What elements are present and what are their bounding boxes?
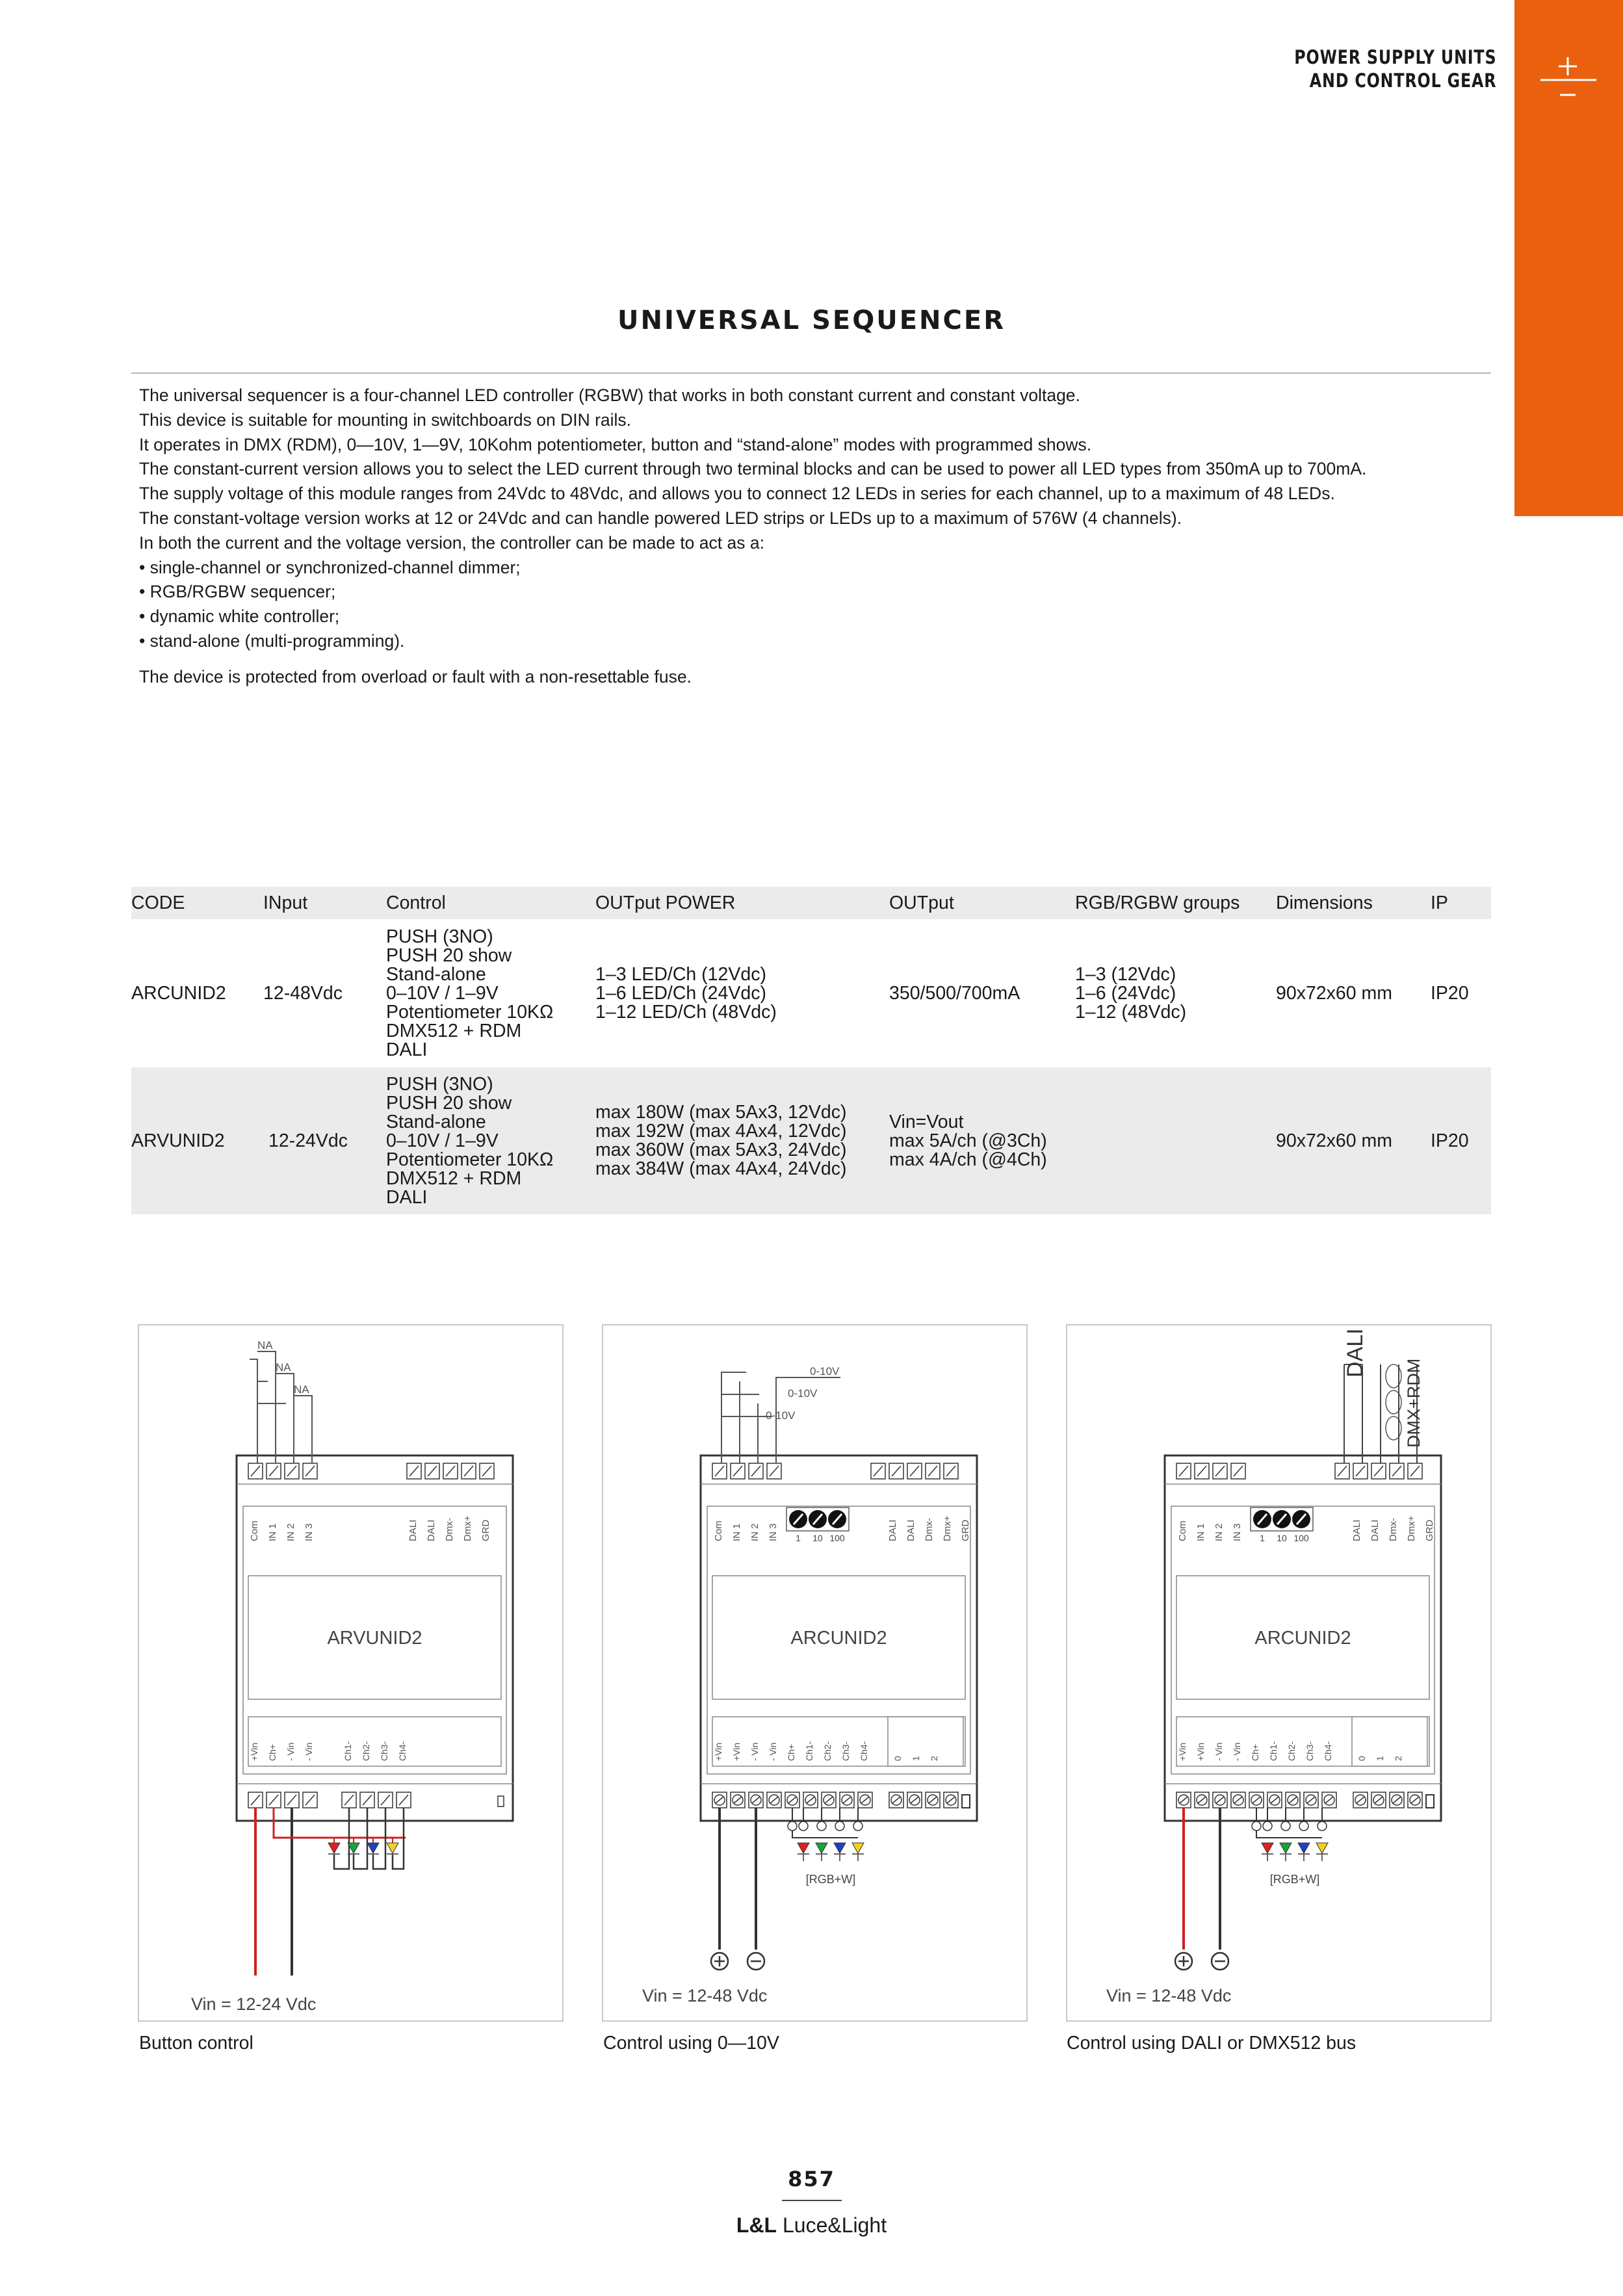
intro-bullet: • single-channel or synchronized-channel dimmer; [139,557,521,577]
terminal-label: IN 2 [749,1523,760,1541]
dali-bus-wire [1344,1364,1362,1463]
led-icon [1262,1843,1273,1853]
minus-terminal-icon [835,1821,844,1831]
column-header: OUTput [889,887,1075,919]
terminal-label: Ch+ [267,1743,278,1761]
terminal-label: Com [1177,1520,1188,1541]
cell-input: 12-48Vdc [263,982,343,1004]
terminal-label: - Vin [285,1742,296,1761]
cell-output-power: max 180W (max 5Ax3, 12Vdc) max 192W (max 4Ax4, 12Vdc) max 360W (max 5Ax3, 24Vdc) max 384W (max 4Ax4, 24Vdc) [595,1067,889,1214]
plus-terminal-icon [1252,1821,1261,1831]
led-icon [387,1843,398,1853]
terminal-label: Com [249,1520,260,1541]
minus-terminal-icon [799,1821,808,1831]
terminal-label: Ch2- [1286,1741,1297,1761]
column-header: IP [1431,887,1491,919]
terminal-label: DALI [887,1519,898,1541]
analog-input-label: 0-10V [788,1387,818,1400]
terminal-label: Ch4- [1323,1741,1333,1761]
terminal-label: - Vin [768,1742,778,1761]
section-title-line: AND CONTROL GEAR [1309,70,1496,92]
terminal-label: IN 2 [285,1523,296,1541]
terminal-label: 2 [929,1756,939,1761]
cell-dimensions: 90x72x60 mm [1276,1067,1431,1214]
terminal-label: IN 1 [267,1523,278,1541]
wiring-diagram-svg [1067,1325,1490,2020]
column-header: CODE [131,887,263,919]
brand-short: L&L [736,2213,777,2237]
led-icon [367,1843,379,1853]
led-icon [1280,1843,1292,1853]
button-na-label: NA [294,1383,309,1396]
table-header-row [131,887,1491,919]
cell-code: ARCUNID2 [131,982,226,1004]
intro-line: This device is suitable for mounting in switchboards on DIN rails. [139,410,632,430]
cell-input: 12-24Vdc [263,1067,386,1214]
wiring-diagram-dali-dmx [1066,1324,1492,2022]
led-icon [852,1843,864,1853]
plus-minus-icon [1540,51,1596,109]
terminal-label: Ch2- [822,1741,833,1761]
terminal-label: - Vin [1232,1742,1242,1761]
terminal-label: Ch3- [379,1741,389,1761]
intro-bullet: • dynamic white controller; [139,607,340,627]
supply-voltage-label: Vin = 12-48 Vdc [642,1986,768,2005]
terminal-label: Dmx- [924,1518,935,1541]
brand [0,2213,1623,2237]
terminal-label: DALI [426,1519,437,1541]
minus-terminal-icon [1318,1821,1327,1831]
terminal-label: Com [713,1520,724,1541]
led-group-label: [RGB+W] [1269,1873,1320,1886]
intro-line: The supply voltage of this module ranges from 24Vdc to 48Vdc, and allows you to connect 12 LEDs in series for each channel, up to a maximum of 48 LEDs. [139,484,1335,504]
dial-label: 1 [796,1533,801,1543]
cell-output: 350/500/700mA [889,982,1020,1004]
terminal-label: 1 [911,1756,921,1761]
terminal-label: Dmx+ [1406,1515,1417,1541]
terminal-label: +Vin [249,1742,259,1761]
table-row [131,919,1491,1067]
column-header: RGB/RGBW groups [1075,887,1276,919]
terminal-label: IN 2 [1214,1523,1225,1541]
terminal-label: IN 1 [731,1523,742,1541]
terminal-label: DALI [408,1519,419,1541]
terminal-label: 1 [1375,1756,1385,1761]
terminal-label: +Vin [1177,1742,1188,1761]
terminal-label: +Vin [1195,1742,1206,1761]
intro-line: The universal sequencer is a four-channel LED controller (RGBW) that works in both constant current and constant voltage. [139,385,1080,405]
cell-code: ARVUNID2 [131,1067,263,1214]
wiring-diagram-svg [603,1325,1026,2020]
led-icon [816,1843,827,1853]
led-icon [1316,1843,1328,1853]
button-contact-wire [294,1396,312,1463]
dial-label: 100 [1293,1533,1309,1543]
terminal-label: GRD [480,1519,491,1541]
terminal-label: Ch4- [397,1741,408,1761]
device-model-label: ARCUNID2 [790,1628,887,1649]
terminal-label: 2 [1393,1756,1403,1761]
terminal-label: DALI [1351,1519,1362,1541]
terminal-label: Dmx+ [462,1515,473,1541]
led-group-label: [RGB+W] [805,1873,856,1886]
terminal-label: IN 3 [304,1523,315,1541]
column-header: INput [263,887,386,919]
intro-line: The constant-voltage version works at 12 or 24Vdc and can handle powered LED strips or LEDs up to a maximum of 576W (4 channels). [139,508,1182,528]
minus-terminal-icon [1263,1821,1272,1831]
button-na-label: NA [257,1339,273,1351]
terminal-label: Ch4- [859,1741,869,1761]
wiring-diagram-0-10v [602,1324,1028,2022]
dial-label: 1 [1260,1533,1265,1543]
terminal-label: IN 3 [768,1523,779,1541]
minus-terminal-icon [817,1821,826,1831]
dial-label: 10 [812,1533,823,1543]
led-icon [798,1843,809,1853]
button-contact-wire [276,1374,294,1463]
intro-line: It operates in DMX (RDM), 0—10V, 1—9V, 10Kohm potentiometer, button and “stand-alone” modes with programmed shows. [139,434,1092,454]
page-title: UNIVERSAL SEQUENCER [617,306,1006,335]
table-row [131,1067,1491,1214]
cell-control: PUSH (3NO) PUSH 20 show Stand-alone 0–10V / 1–9V Potentiometer 10KΩ DMX512 + RDM DALI [386,926,554,1060]
diagram-caption: Button control [139,2033,253,2054]
terminal-label: IN 1 [1195,1523,1206,1541]
fuse-note: The device is protected from overload or fault with a non-resettable fuse. [139,667,692,686]
dali-label: DALI [1343,1328,1368,1377]
intro-line: In both the current and the voltage version, the controller can be made to act as a: [139,532,764,553]
device-model-label: ARCUNID2 [1254,1628,1351,1649]
page-number: 857 [788,2167,835,2191]
intro-line: The constant-current version allows you to select the LED current through two terminal blocks and can be used to power all LED types from 350mA up to 700mA. [139,459,1367,479]
cell-control: PUSH (3NO) PUSH 20 show Stand-alone 0–10V / 1–9V Potentiometer 10KΩ DMX512 + RDM DALI [386,1067,595,1214]
column-header: OUTput POWER [595,887,889,919]
terminal-label: 0 [1357,1756,1367,1761]
terminal-label: IN 3 [1232,1523,1243,1541]
plus-terminal-icon [788,1821,797,1831]
minus-terminal-icon [853,1821,863,1831]
cell-output-power: 1–3 LED/Ch (12Vdc) 1–6 LED/Ch (24Vdc) 1–12 LED/Ch (48Vdc) [595,963,777,1023]
terminal-label: Ch3- [1305,1741,1315,1761]
terminal-label: - Vin [304,1742,314,1761]
wiring-diagram-button [138,1324,564,2022]
terminal-label: Ch+ [786,1743,796,1761]
button-common-wire [250,1359,257,1463]
brand-name: Luce&Light [782,2213,887,2237]
intro-text [139,384,1504,654]
terminal-label: Dmx- [444,1518,455,1541]
diagram-caption: Control using 0—10V [603,2033,779,2054]
device-model-label: ARVUNID2 [327,1628,422,1649]
analog-common-wire [721,1372,746,1463]
cell-dimensions: 90x72x60 mm [1276,982,1393,1004]
cell-ip: IP20 [1431,982,1469,1004]
terminal-label: Dmx- [1388,1518,1399,1541]
terminal-label: GRD [960,1519,971,1541]
terminal-label: Dmx+ [942,1515,953,1541]
intro-bullet: • RGB/RGBW sequencer; [139,582,336,602]
section-title [1294,46,1496,92]
minus-terminal-icon [1281,1821,1290,1831]
analog-input-label: 0-10V [766,1409,796,1422]
terminal-label: GRD [1424,1519,1435,1541]
button-contact-wire [257,1351,276,1463]
cell-output: Vin=Vout max 5A/ch (@3Ch) max 4A/ch (@4Ch) [889,1067,1075,1214]
terminal-label: DALI [905,1519,916,1541]
cell-ip: IP20 [1431,1067,1491,1214]
button-common-wire [257,1381,268,1463]
terminal-label: DALI [1370,1519,1381,1541]
footer-divider [782,2200,842,2201]
section-title-line: POWER SUPPLY UNITS [1293,46,1496,68]
terminal-label: Ch+ [1250,1743,1260,1761]
supply-voltage-label: Vin = 12-24 Vdc [191,1994,317,2014]
terminal-label: - Vin [749,1742,760,1761]
cell-groups: 1–3 (12Vdc) 1–6 (24Vdc) 1–12 (48Vdc) [1075,963,1187,1023]
led-icon [1298,1843,1310,1853]
button-na-label: NA [276,1361,291,1374]
title-divider [131,372,1491,374]
analog-input-label: 0-10V [810,1365,840,1377]
led-icon [328,1843,340,1853]
column-header: Control [386,887,595,919]
dial-label: 10 [1277,1533,1287,1543]
column-header: Dimensions [1276,887,1431,919]
terminal-label: +Vin [731,1742,742,1761]
wiring-diagram-svg [139,1325,562,2020]
dial-label: 100 [829,1533,845,1543]
led-icon [834,1843,846,1853]
terminal-label: +Vin [713,1742,723,1761]
cell-groups [1075,1067,1276,1214]
spec-table [131,887,1491,1214]
supply-voltage-label: Vin = 12-48 Vdc [1106,1986,1232,2005]
terminal-label: Ch3- [840,1741,851,1761]
terminal-label: - Vin [1214,1742,1224,1761]
terminal-label: Ch1- [343,1741,353,1761]
minus-terminal-icon [1299,1821,1308,1831]
terminal-label: 0 [892,1756,903,1761]
dmx-label: DMX+RDM [1404,1358,1423,1448]
button-common-wire [257,1403,286,1463]
intro-bullet: • stand-alone (multi-programming). [139,631,405,651]
terminal-label: Ch2- [361,1741,371,1761]
terminal-label: Ch1- [804,1741,814,1761]
terminal-label: Ch1- [1268,1741,1279,1761]
diagram-caption: Control using DALI or DMX512 bus [1067,2033,1357,2054]
